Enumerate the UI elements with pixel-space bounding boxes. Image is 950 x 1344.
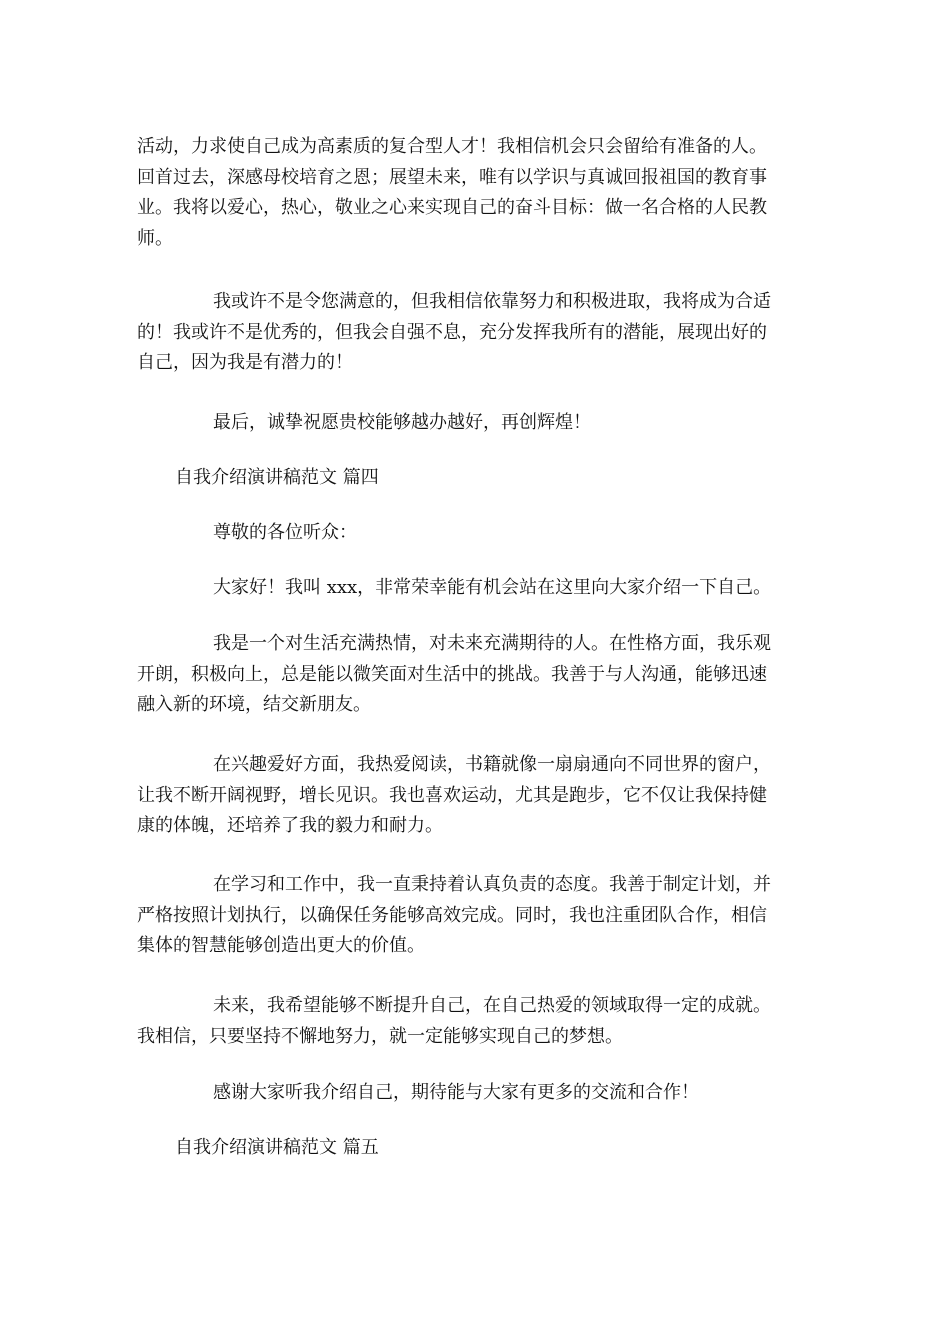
text-line: 我或许不是令您满意的，但我相信依靠努力和积极进取，我将成为合适 (213, 291, 771, 312)
paragraph (137, 287, 809, 379)
text-line: 回首过去，深感母校培育之恩；展望未来，唯有以学识与真诚回报祖国的教育事 (137, 166, 767, 188)
text-line: 最后，诚挚祝愿贵校能够越办越好，再创辉煌！ (213, 412, 591, 433)
section-heading: 自我介绍演讲稿范文 篇五 (175, 1137, 379, 1158)
text-line: 让我不断开阔视野，增长见识。我也喜欢运动，尤其是跑步，它不仅让我保持健 (137, 784, 767, 806)
text-line: 自己，因为我是有潜力的！ (137, 352, 353, 373)
text-line: 康的体魄，还培养了我的毅力和耐力。 (137, 815, 443, 836)
text-line: 在学习和工作中，我一直秉持着认真负责的态度。我善于制定计划，并 (213, 874, 771, 895)
paragraph (137, 629, 809, 721)
paragraph (137, 408, 809, 439)
paragraph (137, 991, 809, 1052)
paragraph (137, 870, 809, 962)
text-line: 业。我将以爱心，热心，敬业之心来实现自己的奋斗目标：做一名合格的人民教 (137, 197, 767, 218)
text-line: 大家好！我叫 xxx，非常荣幸能有机会站在这里向大家介绍一下自己。 (213, 577, 772, 598)
text-line: 未来，我希望能够不断提升自己，在自己热爱的领域取得一定的成就。 (213, 995, 771, 1016)
paragraph (137, 750, 809, 842)
text-line: 严格按照计划执行，以确保任务能够高效完成。同时，我也注重团队合作，相信 (137, 904, 767, 926)
text-line: 师。 (137, 227, 173, 249)
text-line: 活动，力求使自己成为高素质的复合型人才！我相信机会只会留给有准备的人。 (137, 136, 767, 157)
paragraph (137, 1078, 809, 1109)
paragraph-continuation (137, 132, 809, 254)
section-heading: 自我介绍演讲稿范文 篇四 (175, 467, 379, 488)
text-line: 融入新的环境，结交新朋友。 (137, 694, 371, 715)
text-line: 在兴趣爱好方面，我热爱阅读，书籍就像一扇扇通向不同世界的窗户， (213, 754, 771, 775)
salutation (137, 518, 809, 549)
text-line: 尊敬的各位听众： (213, 522, 357, 543)
text-line: 开朗，积极向上，总是能以微笑面对生活中的挑战。我善于与人沟通，能够迅速 (137, 663, 767, 685)
text-line: 集体的智慧能够创造出更大的价值。 (137, 935, 425, 956)
text-line: 我相信，只要坚持不懈地努力，就一定能够实现自己的梦想。 (137, 1025, 623, 1047)
text-line: 感谢大家听我介绍自己，期待能与大家有更多的交流和合作！ (213, 1082, 699, 1103)
paragraph (137, 573, 809, 604)
text-line: 我是一个对生活充满热情，对未来充满期待的人。在性格方面，我乐观 (213, 633, 771, 654)
text-line: 的！我或许不是优秀的，但我会自强不息，充分发挥我所有的潜能，展现出好的 (137, 321, 767, 343)
